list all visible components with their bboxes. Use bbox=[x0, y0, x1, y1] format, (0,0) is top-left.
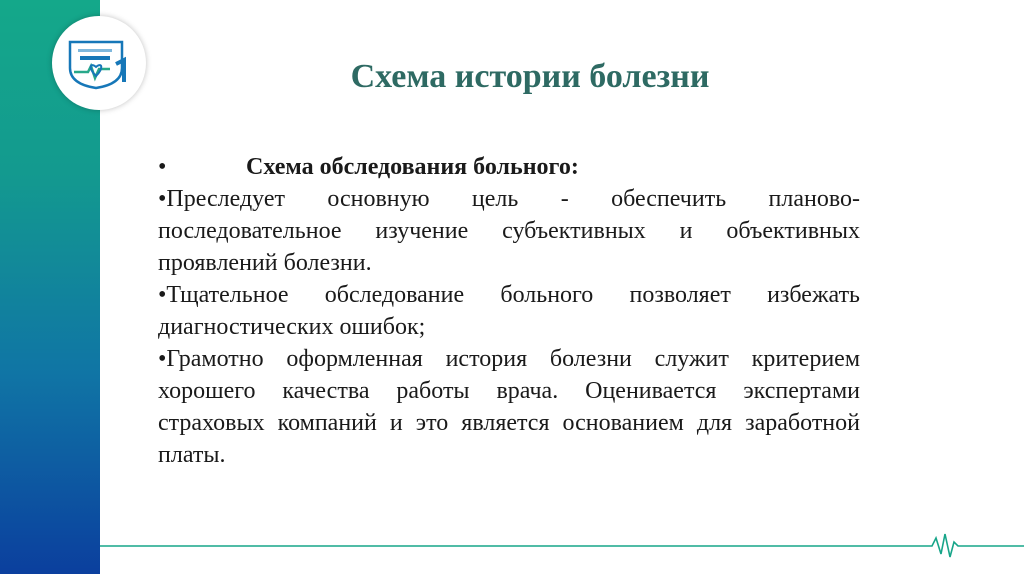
slide-title: Схема истории болезни bbox=[350, 58, 710, 95]
subheading-row bbox=[158, 151, 860, 183]
logo-line-1 bbox=[52, 16, 53, 17]
logo-badge bbox=[52, 16, 146, 110]
logo-text bbox=[52, 16, 53, 17]
subheading: Схема обследования больного: bbox=[246, 154, 579, 180]
paragraph-goal: •Преследует основную цель - обеспечить планово-последовательное изучение субъективных и объективных проявлений болезни. bbox=[158, 186, 860, 276]
slide-content bbox=[158, 151, 860, 471]
bullet-marker: • bbox=[158, 154, 167, 180]
heartbeat-line-icon bbox=[100, 531, 1024, 559]
paragraph-examination: •Тщательное обследование больного позволяет избежать диагностических ошибок; bbox=[158, 282, 860, 340]
college-logo-icon bbox=[66, 38, 132, 90]
paragraph-history-quality: •Грамотно оформленная история болезни служит критерием хорошего качества работы врача. Оценивается экспертами страховых компаний и это является основанием для заработной платы. bbox=[158, 346, 860, 468]
